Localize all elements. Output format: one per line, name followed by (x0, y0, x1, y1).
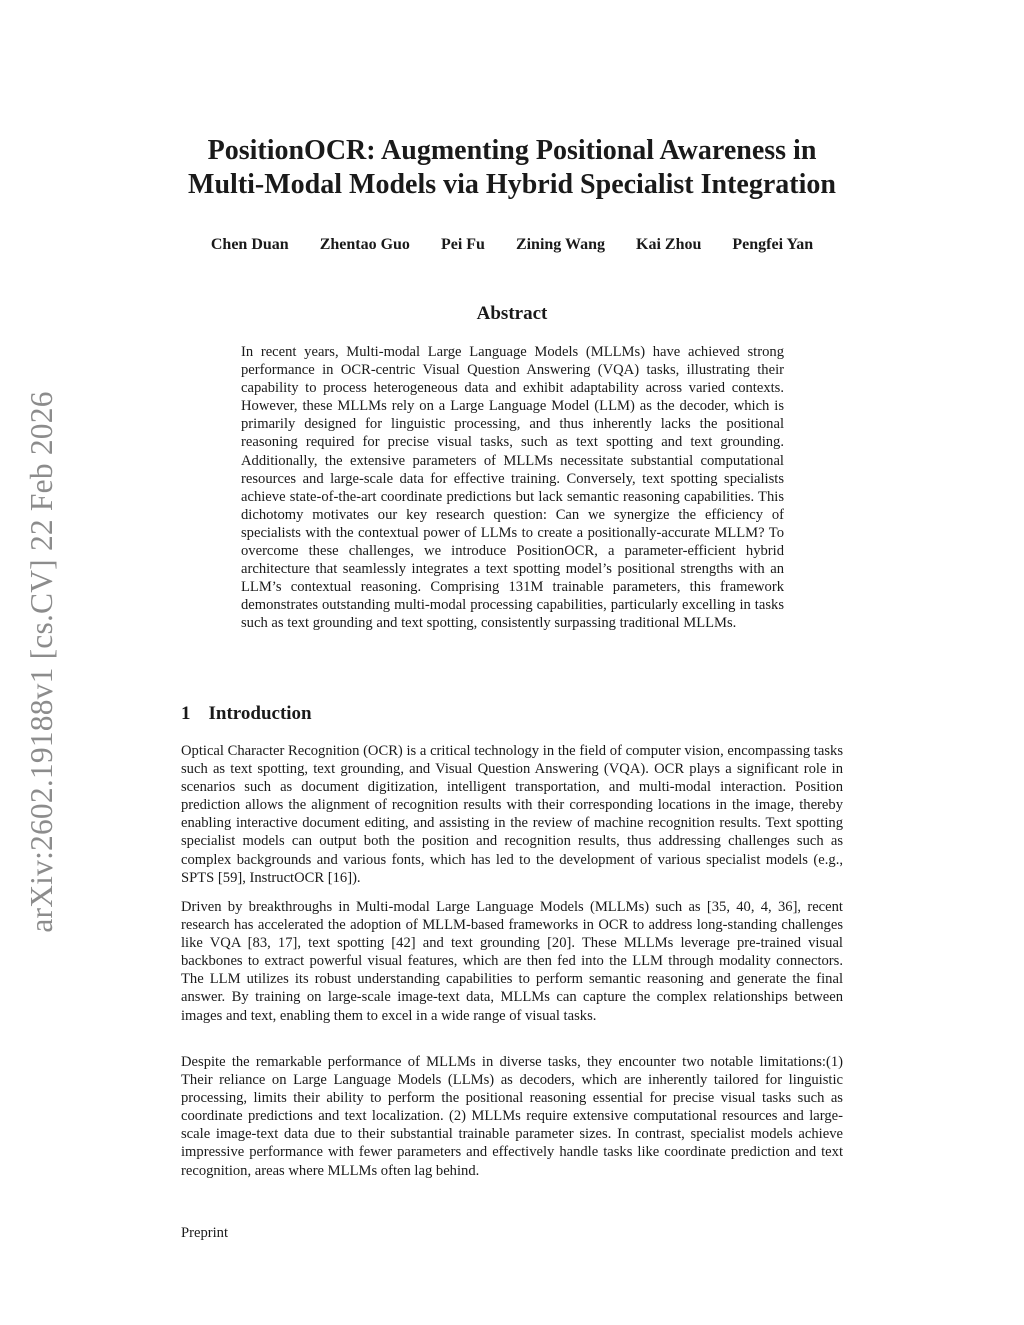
author-name: Pei Fu (440, 236, 485, 253)
page-footer: Preprint (181, 1225, 229, 1241)
paper-title (150, 134, 874, 202)
section-number: 1 (181, 703, 191, 724)
arxiv-identifier: arXiv:2602.19188v1 [cs.CV] 22 Feb 2026 (24, 391, 59, 933)
author-name: Zhentao Guo (319, 236, 410, 253)
author-list (150, 235, 874, 255)
paper-title-line-2: Multi-Modal Models via Hybrid Specialist Integration (188, 169, 836, 200)
section-heading-introduction (181, 702, 312, 726)
intro-paragraph-3: Despite the remarkable performance of MLLMs in diverse tasks, they encounter two notable limitations:(1) Their reliance on Large Language Models (LLMs) as decoders, which are inherently tailored for linguistic processing, limits their ability to perform the positional reasoning essential for precise visual tasks such as coordinate predictions and text localization. (2) MLLMs require extensive computational resources and large-scale image-text data due to their substantial trainable parameter sizes. In contrast, specialist models achieve impressive performance with fewer parameters and effectively handle tasks like coordinate prediction and text recognition, areas where MLLMs often lag behind. (181, 1054, 843, 1179)
section-title: Introduction (208, 703, 312, 724)
author-name: Zining Wang (515, 236, 606, 253)
author-name: Pengfei Yan (732, 236, 814, 253)
abstract-heading: Abstract (476, 303, 548, 324)
abstract-body: In recent years, Multi-modal Large Language Models (MLLMs) have achieved strong performance in OCR-centric Visual Question Answering (VQA) tasks, illustrating their capability to process heterogeneous data and exhibit adaptability across varied contexts. However, these MLLMs rely on a Large Language Model (LLM) as the decoder, which is primarily designed for linguistic processing, and thus inherently lacks the positional reasoning required for precise visual tasks, such as text spotting and text grounding. Additionally, the extensive parameters of MLLMs necessitate substantial computational resources and large-scale data for effective training. Conversely, text spotting specialists achieve state-of-the-art coordinate predictions but lack semantic reasoning capabilities. This dichotomy motivates our key research question: Can we synergize the efficiency of specialists with the contextual power of LLMs to create a positionally-accurate MLLM? To overcome these challenges, we introduce PositionOCR, a parameter-efficient hybrid architecture that seamlessly integrates a text spotting model’s positional strengths with an LLM’s contextual reasoning. Comprising 131M trainable parameters, this framework demonstrates outstanding multi-modal processing capabilities, particularly excelling in tasks such as text grounding and text spotting, consistently surpassing traditional MLLMs. (241, 344, 784, 632)
author-name: Kai Zhou (636, 236, 702, 253)
paper-title-line-1: PositionOCR: Augmenting Positional Awareness in (207, 135, 817, 166)
author-name: Chen Duan (210, 236, 289, 253)
intro-paragraph-2: Driven by breakthroughs in Multi-modal Large Language Models (MLLMs) such as [35, 40, 4, 36], recent research has accelerated the adoption of MLLM-based frameworks in OCR to address long-standing challenges like VQA [83, 17], text spotting [42] and text grounding [20]. These MLLMs leverage pre-trained visual backbones to extract powerful visual features, which are then fed into the LLM through modality connectors. The LLM utilizes its robust understanding capabilities to perform semantic reasoning and generate the final answer. By training on large-scale image-text data, MLLMs can capture the complex relationships between images and text, enabling them to excel in a wide range of visual tasks. (181, 899, 843, 1024)
intro-paragraph-1: Optical Character Recognition (OCR) is a critical technology in the field of computer vision, encompassing tasks such as text spotting, text grounding, and Visual Question Answering (VQA). OCR plays a significant role in scenarios such as document digitization, intelligent transportation, and multi-modal interaction. Position prediction allows the alignment of recognition results with their corresponding locations in the image, thereby enabling interactive document editing, and assisting in the review of machine recognition results. Text spotting specialist models can output both the position and recognition results, thus addressing challenges such as complex backgrounds and various fonts, which has led to the development of various specialist models (e.g., SPTS [59], InstructOCR [16]). (181, 743, 843, 886)
